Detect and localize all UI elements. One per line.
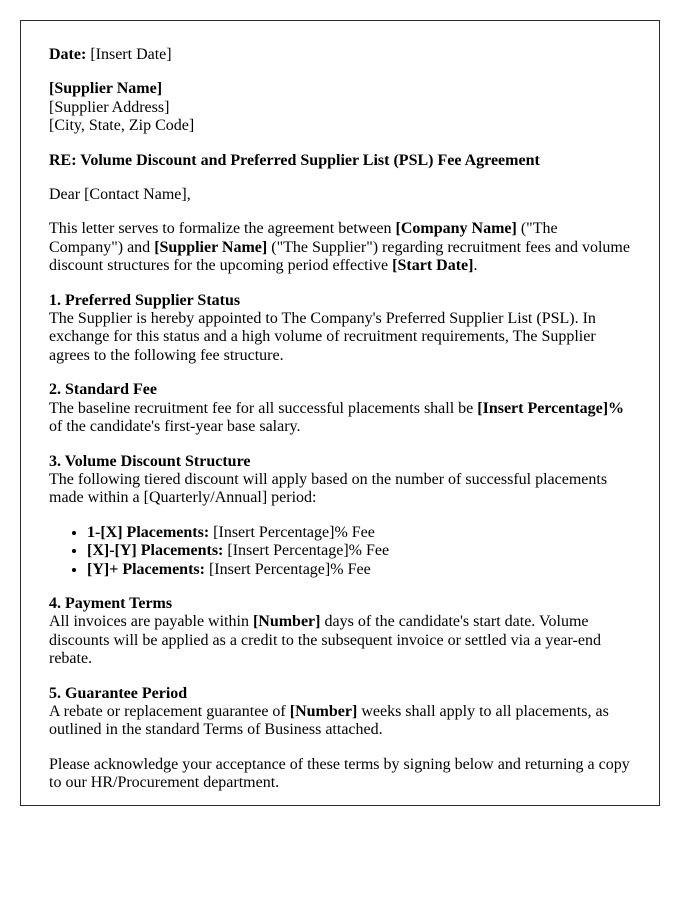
list-item <box>87 524 631 542</box>
section-2-standard-fee <box>49 381 631 436</box>
bold-text-segment: 5. Guarantee Period <box>49 684 188 702</box>
discount-tiers-list <box>49 524 631 579</box>
bold-text-segment: [X]-[Y] Placements: <box>87 542 224 560</box>
bold-text-segment: 3. Volume Discount Structure <box>49 452 251 470</box>
text-segment: days of the candidate's start date. Volume discounts will be applied as a credit to the subsequent invoice or settled via a year-end rebate. <box>49 613 601 668</box>
bold-text-segment: 1-[X] Placements: <box>87 523 210 541</box>
text-segment: The following tiered discount will apply based on the number of successful placements made within a [Quarterly/Annual] period: <box>49 470 608 507</box>
text-segment: The Supplier is hereby appointed to The Company's Preferred Supplier List (PSL). In exchange for this status and a high volume of recruitment requirements, The Supplier agrees to the following fee structure. <box>49 310 596 364</box>
section-3-volume-discount-structure <box>49 453 631 508</box>
text-segment: [Insert Percentage]% Fee <box>209 523 375 541</box>
text-segment: The baseline recruitment fee for all successful placements shall be <box>49 399 478 417</box>
list-item <box>87 542 631 560</box>
bold-text-segment: [Company Name] <box>395 220 517 238</box>
text-segment: weeks shall apply to all placements, as outlined in the standard Terms of Business attached. <box>49 702 609 739</box>
text-segment: of the candidate's first-year base salary. <box>49 418 301 436</box>
bold-text-segment: [Y]+ Placements: <box>87 560 205 578</box>
text-segment: ("The Supplier") regarding recruitment fees and volume discount structures for the upcoming period effective <box>49 238 630 275</box>
bold-text-segment: [Supplier Name] <box>154 238 268 256</box>
text-segment: [Insert Date] <box>86 46 172 63</box>
text-segment: ("The Company") and <box>49 220 558 256</box>
section-5-guarantee-period <box>49 685 631 740</box>
list-item <box>87 561 631 579</box>
closing-paragraph <box>49 756 631 793</box>
bold-text-segment: [Start Date] <box>392 257 474 275</box>
bold-text-segment: 4. Payment Terms <box>49 594 173 612</box>
bold-text-segment: [Supplier Name] <box>49 80 163 98</box>
text-segment: A rebate or replacement guarantee of <box>49 702 290 720</box>
bold-text-segment: Date: <box>49 46 87 63</box>
supplier-address-block <box>49 80 631 135</box>
section-4-payment-terms <box>49 595 631 669</box>
date-line <box>49 46 631 64</box>
bold-text-segment: [Insert Percentage]% <box>477 399 625 417</box>
intro-paragraph <box>49 220 631 275</box>
text-segment: . <box>473 257 478 275</box>
text-segment: [City, State, Zip Code] <box>49 117 195 135</box>
bold-text-segment: RE: Volume Discount and Preferred Supplier List (PSL) Fee Agreement <box>49 151 540 169</box>
text-segment: [Insert Percentage]% Fee <box>204 560 371 578</box>
bold-text-segment: [Number] <box>289 702 358 720</box>
text-segment: Dear [Contact Name], <box>49 186 191 204</box>
text-segment: This letter serves to formalize the agreement between <box>49 220 396 238</box>
text-segment: [Supplier Address] <box>49 98 170 116</box>
bold-text-segment: [Number] <box>252 613 321 631</box>
text-segment: All invoices are payable within <box>49 613 253 631</box>
agreement-letter <box>20 20 660 806</box>
bold-text-segment: 1. Preferred Supplier Status <box>49 291 241 309</box>
text-segment: [Insert Percentage]% Fee <box>223 542 390 560</box>
bold-text-segment: 2. Standard Fee <box>49 381 157 399</box>
section-1-preferred-supplier-status <box>49 292 631 366</box>
subject-line <box>49 152 631 170</box>
text-segment: Please acknowledge your acceptance of these terms by signing below and returning a copy to our HR/Procurement department. <box>49 755 630 792</box>
salutation <box>49 186 631 204</box>
